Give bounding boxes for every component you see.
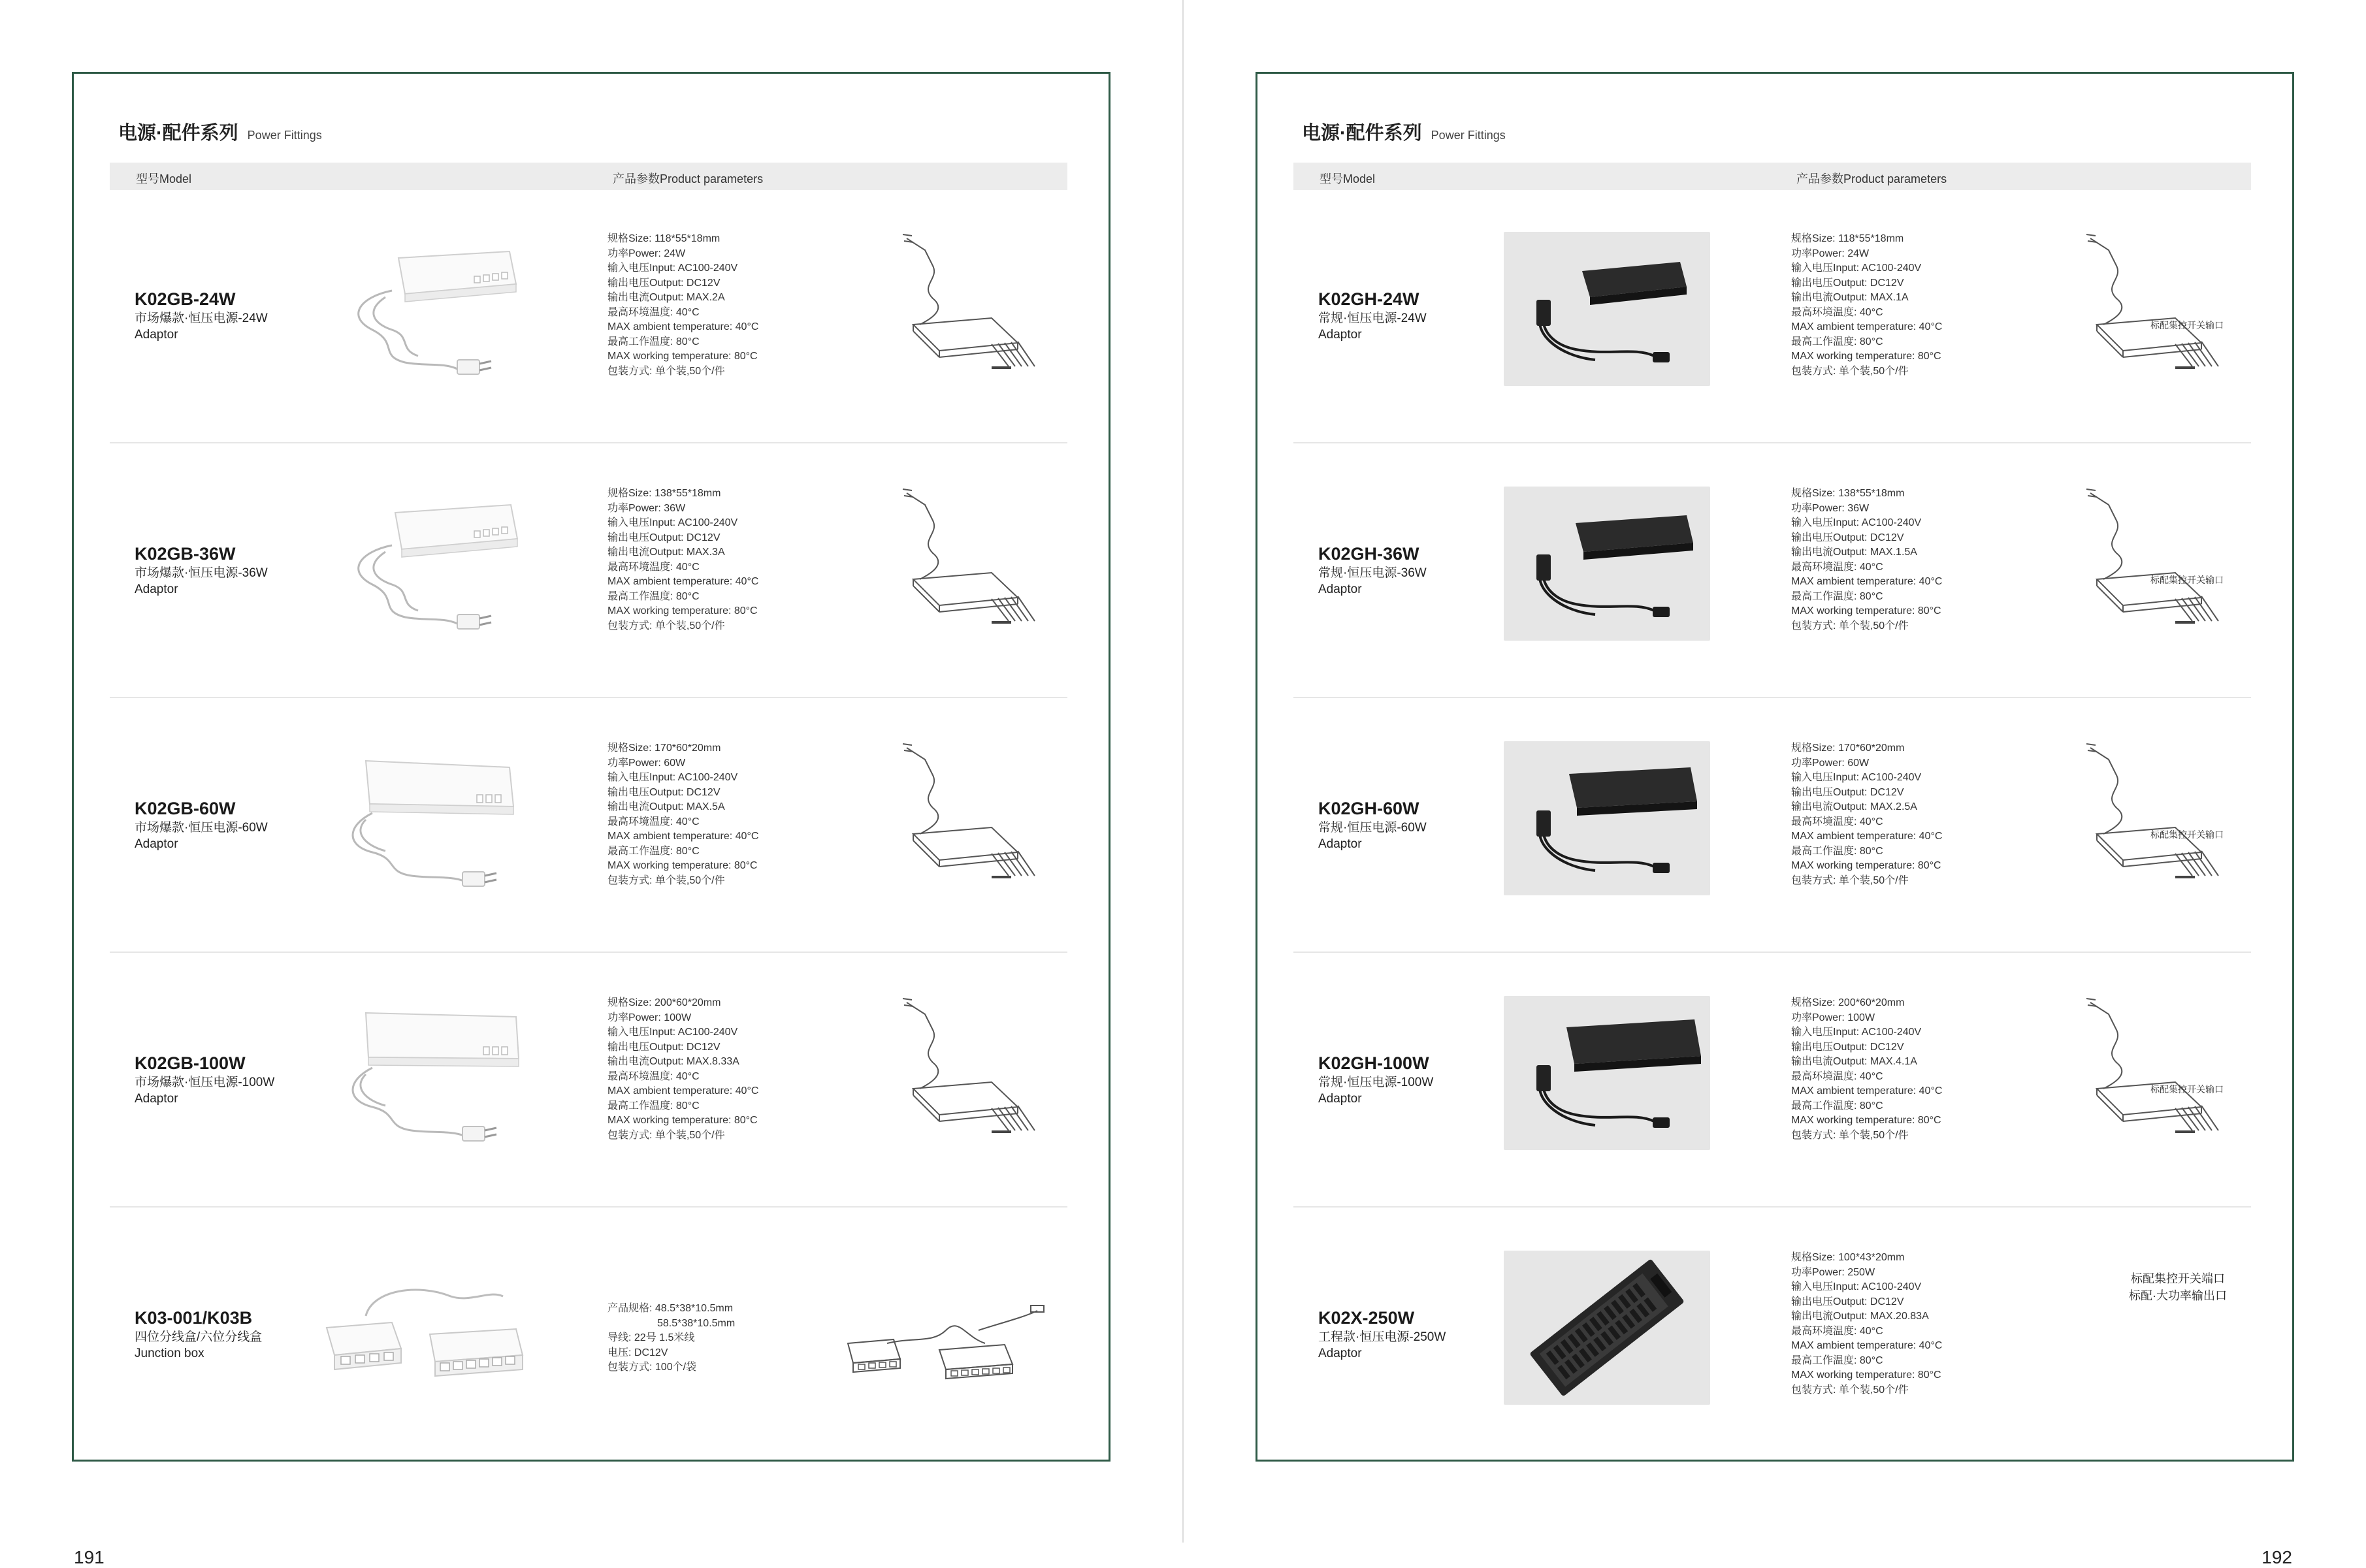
param-line: 最高工作温度: 80°C [1791, 336, 1883, 347]
product-row [1293, 190, 2251, 443]
param-line: MAX ambient temperature: 40°C [608, 831, 759, 842]
param-line: 最高环境温度: 40°C [608, 1070, 700, 1082]
adaptor-wiring-diagram [2077, 481, 2247, 651]
model-name-cn: 工程款·恒压电源-250W [1318, 1330, 1446, 1344]
white-adaptor-photo [320, 232, 527, 386]
param-line: 功率Power: 24W [1791, 248, 1870, 259]
model-name-en: Adaptor [135, 837, 178, 851]
model-code: K02GH-36W [1318, 544, 1419, 564]
section-title [1302, 118, 1506, 145]
param-line: 最高环境温度: 40°C [608, 561, 700, 573]
catalog-page-right [1256, 72, 2294, 1567]
adaptor-wiring-diagram [894, 991, 1063, 1160]
adaptor-wiring-diagram [2077, 991, 2247, 1160]
param-line: 输出电流Output: MAX.2A [608, 292, 725, 303]
diagram-label: 标配集控开关输口 [2150, 830, 2224, 840]
param-line: 输出电压Output: DC12V [608, 532, 721, 543]
model-name-cn: 常规·恒压电源-24W [1318, 312, 1427, 325]
note-line: 标配·大功率输出口 [2129, 1289, 2227, 1302]
param-line: 规格Size: 118*55*18mm [1791, 233, 1904, 244]
param-line: 最高工作温度: 80°C [608, 845, 700, 857]
model-block [135, 543, 324, 598]
model-name-cn: 常规·恒压电源-60W [1318, 821, 1427, 835]
param-line: 规格Size: 170*60*20mm [608, 743, 721, 754]
param-line: MAX ambient temperature: 40°C [1791, 1340, 1943, 1351]
product-row [1293, 699, 2251, 953]
adaptor-wiring-diagram [2077, 227, 2247, 396]
param-line: 58.5*38*10.5mm [657, 1317, 736, 1329]
param-line: 最高工作温度: 80°C [1791, 845, 1883, 857]
product-row [110, 190, 1067, 443]
param-line: 输入电压Input: AC100-240V [1791, 1027, 1922, 1038]
model-name-en: Adaptor [1318, 837, 1362, 851]
param-line: 输入电压Input: AC100-240V [1791, 772, 1922, 783]
param-line: 输出电流Output: MAX.4.1A [1791, 1056, 1917, 1067]
header-model: 型号Model [1320, 172, 1376, 185]
model-name-en: Adaptor [1318, 328, 1362, 342]
param-line: 功率Power: 36W [608, 502, 686, 514]
param-line: 最高工作温度: 80°C [608, 590, 700, 602]
section-title-cn: 电源·配件系列 [118, 123, 238, 144]
param-line: 功率Power: 60W [1791, 757, 1870, 769]
param-line: MAX working temperature: 80°C [608, 351, 758, 362]
param-line: 输出电压Output: DC12V [1791, 1041, 1904, 1053]
section-title [118, 118, 322, 145]
param-line: 最高环境温度: 40°C [1791, 561, 1883, 573]
param-line: 包装方式: 单个装,50个/件 [1791, 1384, 1909, 1396]
section-title-cn: 电源·配件系列 [1302, 123, 1422, 144]
param-line: 输入电压Input: AC100-240V [1791, 263, 1922, 274]
header-params: 产品参数Product parameters [1796, 172, 1947, 185]
param-line: 输入电压Input: AC100-240V [1791, 1281, 1922, 1292]
product-params [1791, 741, 2066, 888]
white-adaptor-photo [320, 487, 527, 641]
diagram-label: 标配集控开关输口 [2150, 575, 2224, 586]
model-name-en: Adaptor [135, 583, 178, 596]
black-adaptor-photo [1504, 741, 1710, 895]
model-code: K02X-250W [1318, 1308, 1415, 1328]
model-name-en: Adaptor [135, 328, 178, 342]
param-line: 包装方式: 100个/袋 [608, 1362, 697, 1373]
param-line: 最高环境温度: 40°C [1791, 816, 1883, 827]
param-line: 最高环境温度: 40°C [608, 306, 700, 318]
param-line: 规格Size: 138*55*18mm [608, 488, 721, 499]
model-code: K03-001/K03B [135, 1308, 253, 1328]
product-params [1791, 996, 2066, 1143]
model-code: K02GH-100W [1318, 1053, 1429, 1073]
param-line: MAX working temperature: 80°C [1791, 1115, 1941, 1126]
note-line: 标配集控开关端口 [2131, 1272, 2225, 1285]
white-adaptor-photo [320, 996, 527, 1150]
param-line: 输出电流Output: MAX.5A [608, 801, 725, 812]
param-line: 规格Size: 200*60*20mm [608, 997, 721, 1008]
param-line: 输出电压Output: DC12V [1791, 1296, 1904, 1307]
param-line: 输出电流Output: MAX.20.83A [1791, 1311, 1929, 1322]
black-adaptor-photo [1504, 232, 1710, 386]
param-line: 产品规格: 48.5*38*10.5mm [608, 1303, 734, 1314]
model-code: K02GB-24W [135, 289, 236, 309]
model-name-cn: 常规·恒压电源-36W [1318, 566, 1427, 580]
adaptor-wiring-diagram [894, 736, 1063, 906]
model-name-cn: 市场爆款·恒压电源-100W [135, 1076, 275, 1089]
param-line: 功率Power: 24W [608, 248, 686, 259]
model-block [1318, 1052, 1508, 1107]
param-line: 规格Size: 100*43*20mm [1791, 1252, 1905, 1263]
param-line: 包装方式: 单个装,50个/件 [1791, 1129, 1909, 1141]
param-line: MAX ambient temperature: 40°C [1791, 321, 1943, 332]
param-line: MAX working temperature: 80°C [608, 1115, 758, 1126]
model-block [135, 1052, 324, 1107]
model-block [135, 1307, 324, 1362]
junction-box-photo [320, 1251, 527, 1405]
header-params: 产品参数Product parameters [613, 172, 764, 185]
model-code: K02GH-60W [1318, 799, 1419, 818]
model-code: K02GB-36W [135, 544, 236, 564]
param-line: 包装方式: 单个装,50个/件 [608, 620, 725, 632]
model-code: K02GB-60W [135, 799, 236, 818]
param-line: 功率Power: 250W [1791, 1266, 1875, 1278]
diagram-label: 标配集控开关输口 [2150, 321, 2224, 331]
model-name-cn: 市场爆款·恒压电源-24W [135, 312, 268, 325]
book-spine [1182, 0, 1184, 1543]
param-line: 输入电压Input: AC100-240V [608, 772, 738, 783]
param-line: 最高环境温度: 40°C [1791, 1070, 1883, 1082]
param-line: 最高工作温度: 80°C [1791, 590, 1883, 602]
param-line: MAX ambient temperature: 40°C [608, 1085, 759, 1096]
param-line: 包装方式: 单个装,50个/件 [608, 1129, 725, 1141]
product-row [110, 1209, 1067, 1462]
model-name-en: Adaptor [1318, 583, 1362, 596]
product-row [110, 954, 1067, 1208]
param-line: MAX ambient temperature: 40°C [608, 321, 759, 332]
table-header [110, 163, 1067, 190]
param-line: 输出电流Output: MAX.1A [1791, 292, 1909, 303]
param-line: 规格Size: 118*55*18mm [608, 233, 721, 244]
param-line: MAX ambient temperature: 40°C [1791, 831, 1943, 842]
model-code: K02GH-24W [1318, 289, 1419, 309]
param-line: 输入电压Input: AC100-240V [1791, 517, 1922, 528]
model-name-en: Adaptor [135, 1092, 178, 1106]
product-params [608, 741, 882, 888]
param-line: 包装方式: 单个装,50个/件 [608, 365, 725, 377]
param-line: 输出电流Output: MAX.8.33A [608, 1056, 739, 1067]
page-number: 192 [2261, 1547, 2292, 1567]
model-name-cn: 市场爆款·恒压电源-36W [135, 566, 268, 580]
model-name-en: Adaptor [1318, 1347, 1362, 1360]
param-line: 导线: 22号 1.5米线 [608, 1332, 695, 1343]
model-block [1318, 543, 1508, 598]
adaptor-wiring-diagram [894, 227, 1063, 396]
model-block [1318, 797, 1508, 852]
param-line: MAX working temperature: 80°C [1791, 605, 1941, 616]
black-adaptor-photo [1504, 996, 1710, 1150]
model-name-en: Adaptor [1318, 1092, 1362, 1106]
model-code: K02GB-100W [135, 1053, 246, 1073]
param-line: 最高工作温度: 80°C [608, 1100, 700, 1112]
header-model: 型号Model [136, 172, 192, 185]
page-number: 191 [74, 1547, 105, 1567]
param-line: 输出电流Output: MAX.2.5A [1791, 801, 1917, 812]
model-block [1318, 288, 1508, 343]
model-block [135, 288, 324, 343]
product-params [608, 996, 882, 1143]
param-line: 输出电压Output: DC12V [608, 277, 721, 289]
param-line: 输出电压Output: DC12V [1791, 277, 1904, 289]
param-line: 功率Power: 100W [1791, 1012, 1875, 1023]
black-adaptor-photo [1504, 487, 1710, 641]
product-row [1293, 954, 2251, 1208]
param-line: 包装方式: 单个装,50个/件 [1791, 874, 1909, 886]
param-line: MAX working temperature: 80°C [608, 860, 758, 871]
section-title-en: Power Fittings [1431, 129, 1506, 142]
param-line: 输出电流Output: MAX.1.5A [1791, 547, 1917, 558]
param-line: 规格Size: 138*55*18mm [1791, 488, 1905, 499]
product-row [1293, 1209, 2251, 1462]
model-name-cn: 常规·恒压电源-100W [1318, 1076, 1434, 1089]
product-params [1791, 1251, 2066, 1398]
product-params [1791, 487, 2066, 633]
param-line: 输出电压Output: DC12V [1791, 532, 1904, 543]
model-block [1318, 1307, 1508, 1362]
param-line: 输出电压Output: DC12V [608, 786, 721, 798]
param-line: MAX working temperature: 80°C [608, 605, 758, 616]
product-row [110, 699, 1067, 953]
param-line: 输出电压Output: DC12V [1791, 786, 1904, 798]
port-notes [2113, 1270, 2243, 1304]
param-line: MAX ambient temperature: 40°C [1791, 576, 1943, 587]
adaptor-wiring-diagram [894, 481, 1063, 651]
white-adaptor-photo [320, 741, 527, 895]
param-line: 最高工作温度: 80°C [1791, 1354, 1883, 1366]
product-row [1293, 445, 2251, 698]
param-line: 最高工作温度: 80°C [608, 336, 700, 347]
product-row [110, 445, 1067, 698]
param-line: 最高环境温度: 40°C [1791, 306, 1883, 318]
param-line: 功率Power: 60W [608, 757, 686, 769]
param-line: 规格Size: 170*60*20mm [1791, 743, 1905, 754]
diagram-label: 标配集控开关输口 [2150, 1085, 2224, 1095]
param-line: 电压: DC12V [608, 1347, 668, 1358]
model-name-cn: 市场爆款·恒压电源-60W [135, 821, 268, 835]
table-header [1293, 163, 2251, 190]
product-params [608, 487, 882, 633]
metal-power-supply-photo [1504, 1251, 1710, 1405]
param-line: 包装方式: 单个装,50个/件 [1791, 365, 1909, 377]
param-line: 包装方式: 单个装,50个/件 [608, 874, 725, 886]
param-line: MAX working temperature: 80°C [1791, 860, 1941, 871]
param-line: 输出电流Output: MAX.3A [608, 547, 725, 558]
param-line: MAX working temperature: 80°C [1791, 351, 1941, 362]
param-line: 功率Power: 100W [608, 1012, 692, 1023]
param-line: 输入电压Input: AC100-240V [608, 517, 738, 528]
model-name-cn: 四位分线盒/六位分线盒 [135, 1330, 263, 1344]
adaptor-wiring-diagram [2077, 736, 2247, 906]
param-line: 最高环境温度: 40°C [608, 816, 700, 827]
param-line: 输出电压Output: DC12V [608, 1041, 721, 1053]
param-line: 最高环境温度: 40°C [1791, 1325, 1883, 1337]
param-line: 最高工作温度: 80°C [1791, 1100, 1883, 1112]
model-name-en: Junction box [135, 1347, 204, 1360]
param-line: MAX ambient temperature: 40°C [1791, 1085, 1943, 1096]
param-line: 功率Power: 36W [1791, 502, 1870, 514]
param-line: 输入电压Input: AC100-240V [608, 1027, 738, 1038]
catalog-page-left [72, 72, 1110, 1567]
product-params [1791, 232, 2066, 379]
section-title-en: Power Fittings [247, 129, 322, 142]
product-params [608, 232, 882, 379]
param-line: MAX ambient temperature: 40°C [608, 576, 759, 587]
model-block [135, 797, 324, 852]
param-line: 输入电压Input: AC100-240V [608, 263, 738, 274]
param-line: MAX working temperature: 80°C [1791, 1369, 1941, 1381]
param-line: 规格Size: 200*60*20mm [1791, 997, 1905, 1008]
junction-box-diagram [835, 1245, 1063, 1415]
param-line: 包装方式: 单个装,50个/件 [1791, 620, 1909, 632]
